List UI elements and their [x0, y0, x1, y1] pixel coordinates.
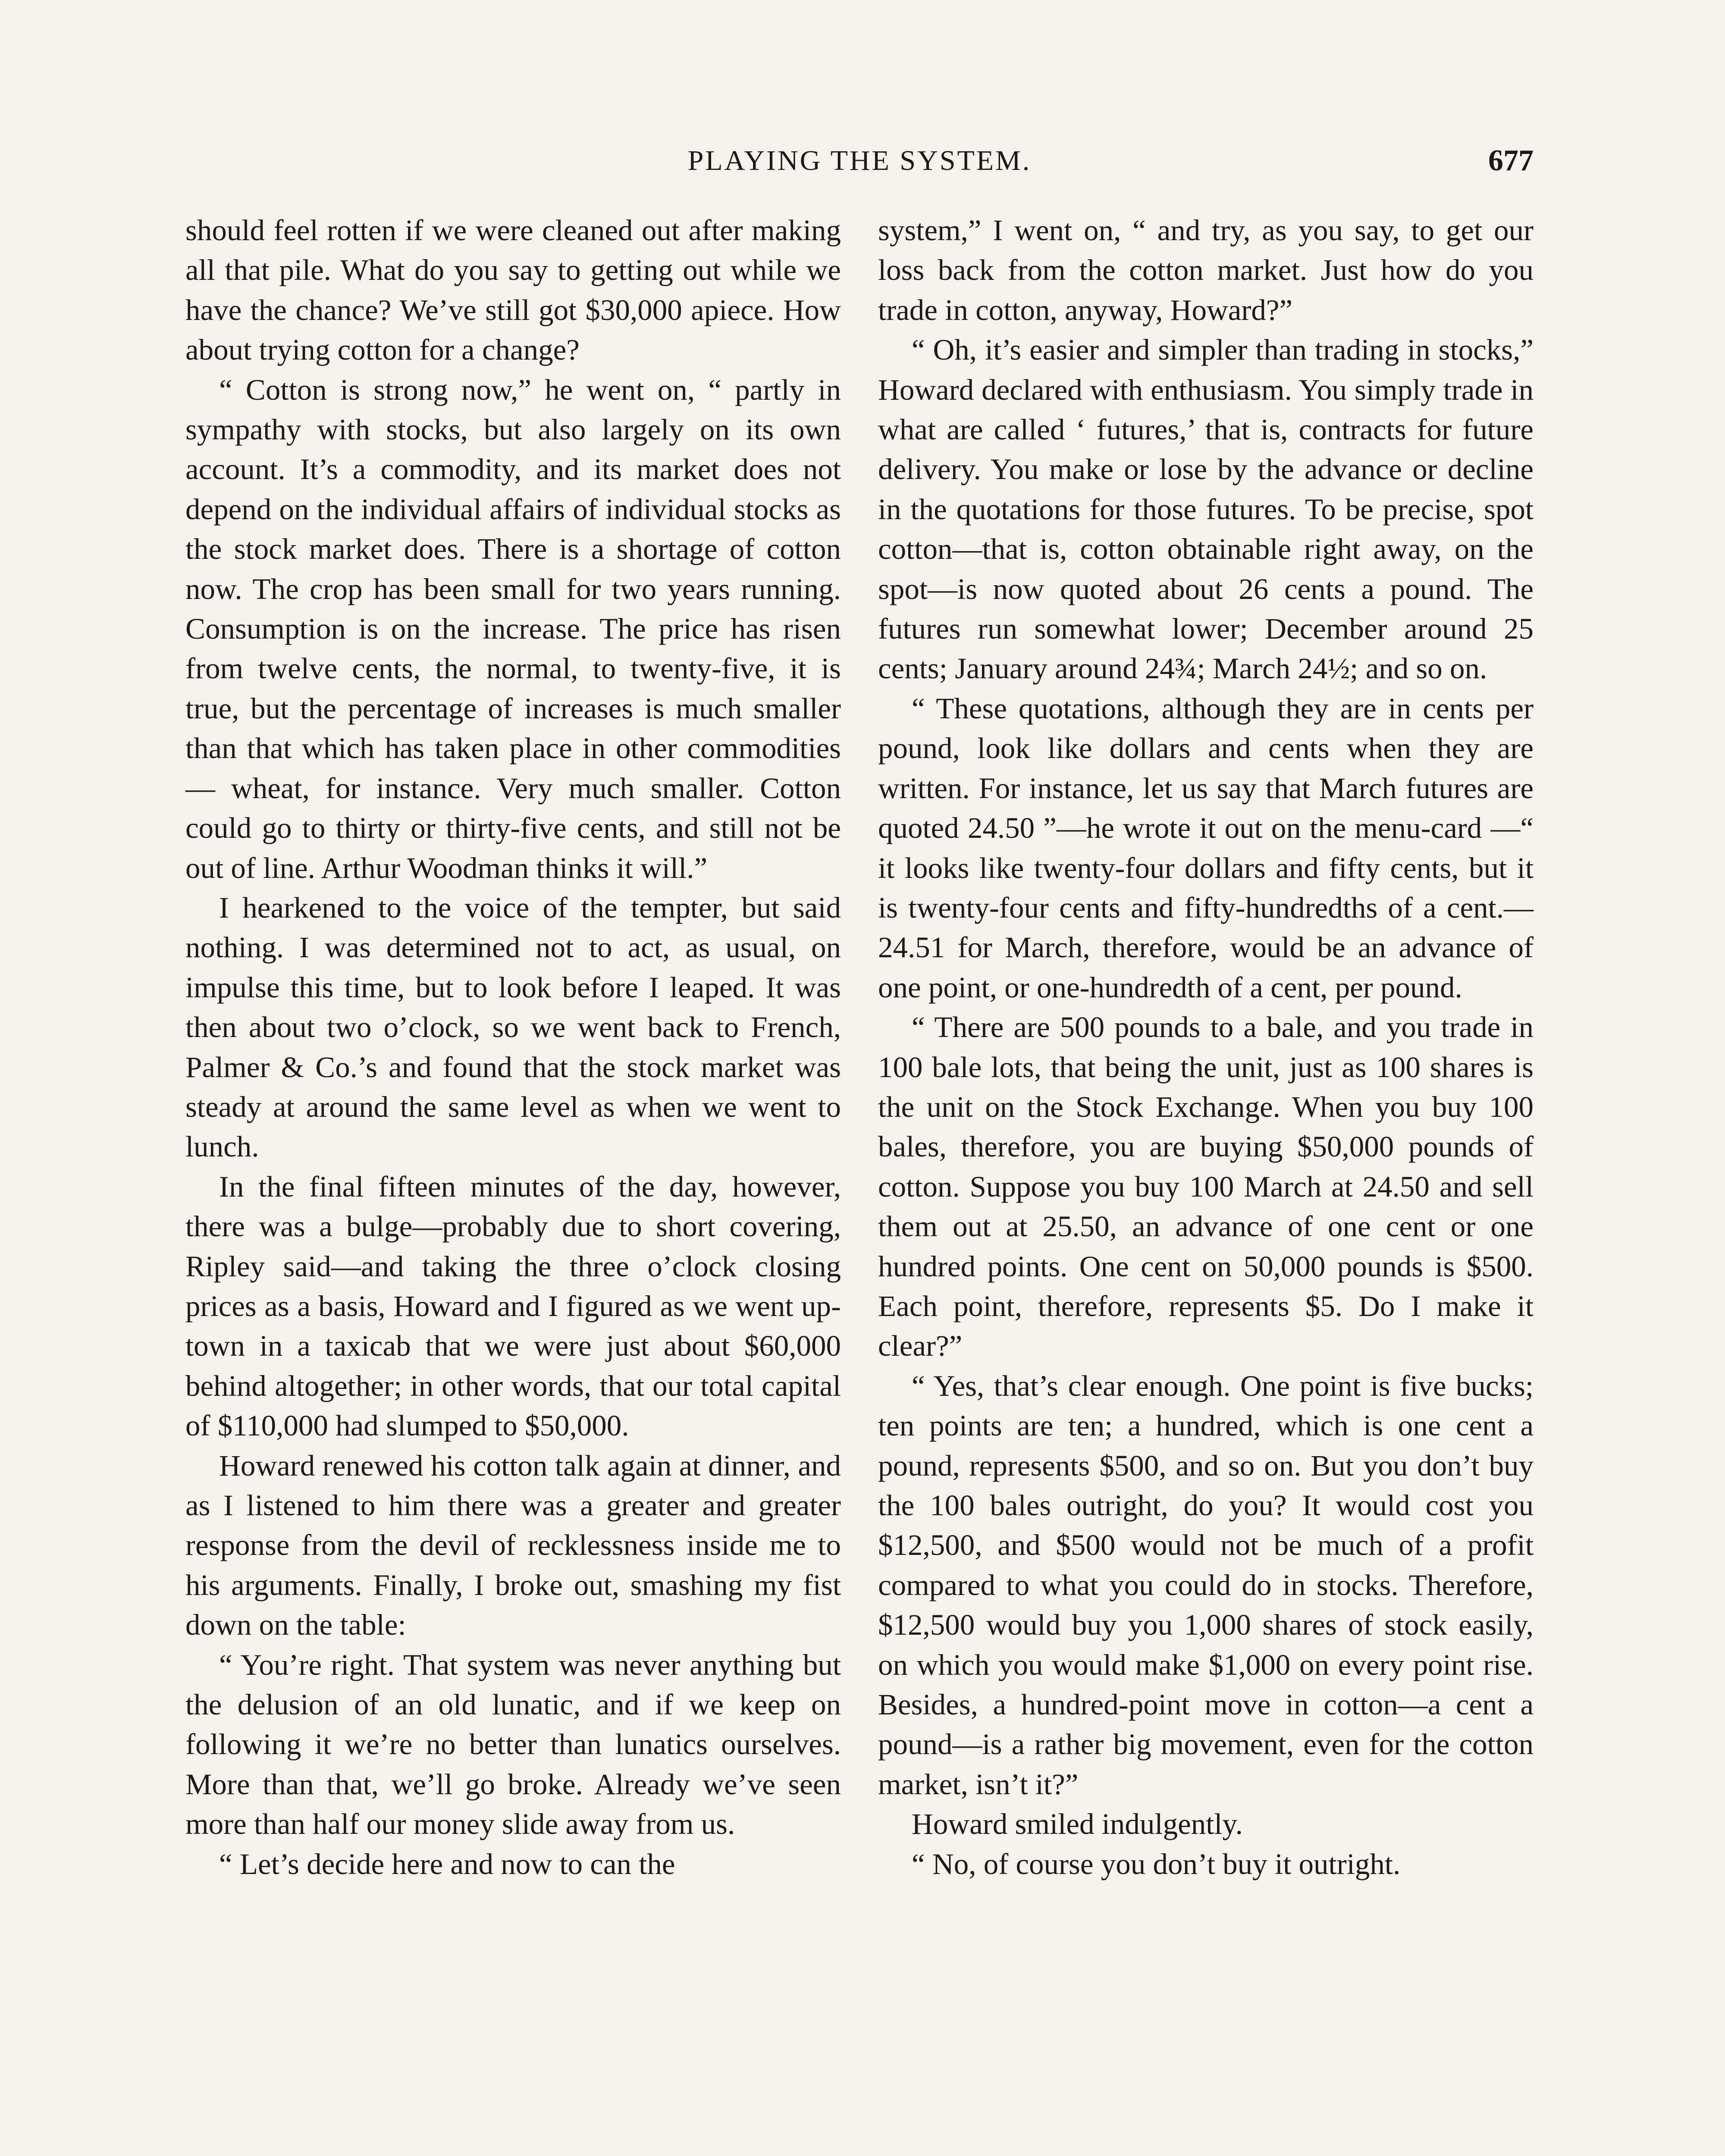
left-column — [185, 210, 841, 1884]
paragraph: “ These quotations, although they are in cents per pound, look like dollars and cents when they are written. For instance, let us say that March futures are quoted 24.50 ”—he wrote it out on the menu-card —“ it looks like twenty-four dollars and fifty cents, but it is twenty-four cents and fifty-hundredths of a cent.—24.51 for March, therefore, would be an advance of one point, or one-hundredth of a cent, per pound. — [878, 692, 1534, 1004]
paragraph: I hearkened to the voice of the tempter, but said nothing. I was determined not to act, as usual, on impulse this time, but to look before I leaped. It was then about two o’clock, so we went back to French, Palmer & Co.’s and found that the stock market was steady at around the same level as when we went to lunch. — [185, 891, 841, 1163]
paragraph: “ Oh, it’s easier and simpler than trading in stocks,” Howard declared with enthusiasm. You simply trade in what are called ‘ futures,’ that is, contracts for future delivery. You make or lose by the advance or decline in the quotations for those futures. To be precise, spot cotton—that is, cotton obtainable right away, on the spot—is now quoted about 26 cents a pound. The futures run somewhat lower; December around 25 cents; January around 24¾; March 24½; and so on. — [878, 333, 1534, 685]
paragraph: system,” I went on, “ and try, as you say, to get our loss back from the cotton market. Just how do you trade in cotton, anyway, Howard?” — [878, 214, 1534, 326]
paragraph: “ Yes, that’s clear enough. One point is five bucks; ten points are ten; a hundred, which is one cent a pound, represents $500, and so on. But you don’t buy the 100 bales outright, do you? It would cost you $12,500, and $500 would not be much of a profit compared to what you could do in stocks. Therefore, $12,500 would buy you 1,000 shares of stock easily, on which you would make $1,000 on every point rise. Besides, a hundred-point move in cotton—a cent a pound—is a rather big movement, even for the cotton market, isn’t it?” — [878, 1369, 1534, 1801]
right-column — [878, 210, 1534, 1884]
page-header — [185, 137, 1534, 185]
paragraph: Howard smiled indulgently. — [912, 1808, 1243, 1841]
paragraph: “ Cotton is strong now,” he went on, “ partly in sympathy with stocks, but also largely on its own account. It’s a commodity, and its market does not depend on the individual affairs of individual stocks as the stock market does. There is a shortage of cotton now. The crop has been small for two years running. Consumption is on the increase. The price has risen from twelve cents, the normal, to twenty-five, it is true, but the percentage of increases is much smaller than that which has taken place in other commodities — wheat, for instance. Very much smaller. Cotton could go to thirty or thirty-five cents, and still not be out of line. Arthur Woodman thinks it will.” — [185, 373, 841, 884]
paragraph: In the final fifteen minutes of the day, however, there was a bulge—probably due to short covering, Ripley said—and taking the three o’clock closing prices as a basis, Howard and I figured as we went up-town in a taxicab that we were just about $60,000 behind altogether; in other words, that our total capital of $110,000 had slumped to $50,000. — [185, 1170, 841, 1442]
paragraph: “ Let’s decide here and now to can the — [219, 1847, 675, 1880]
paragraph: “ You’re right. That system was never anything but the delusion of an old lunatic, and if we keep on following it we’re no better than lunatics ourselves. More than that, we’ll go broke. Already we’ve seen more than half our money slide away from us. — [185, 1648, 841, 1841]
paragraph: Howard renewed his cotton talk again at dinner, and as I listened to him there was a greater and greater response from the devil of recklessness inside me to his arguments. Finally, I broke out, smashing my fist down on the table: — [185, 1449, 841, 1642]
running-title: PLAYING THE SYSTEM. — [687, 145, 1032, 176]
paragraph: “ There are 500 pounds to a bale, and you trade in 100 bale lots, that being the unit, just as 100 shares is the unit on the Stock Exchange. When you buy 100 bales, therefore, you are buying $50,000 pounds of cotton. Suppose you buy 100 March at 24.50 and sell them out at 25.50, an advance of one cent or one hundred points. One cent on 50,000 pounds is $500. Each point, therefore, represents $5. Do I make it clear?” — [878, 1011, 1534, 1363]
paragraph: “ No, of course you don’t buy it outright. — [912, 1847, 1401, 1880]
paragraph: should feel rotten if we were cleaned out after making all that pile. What do you say to getting out while we have the chance? We’ve still got $30,000 apiece. How about trying cotton for a change? — [185, 214, 841, 367]
page-number: 677 — [1488, 144, 1534, 177]
